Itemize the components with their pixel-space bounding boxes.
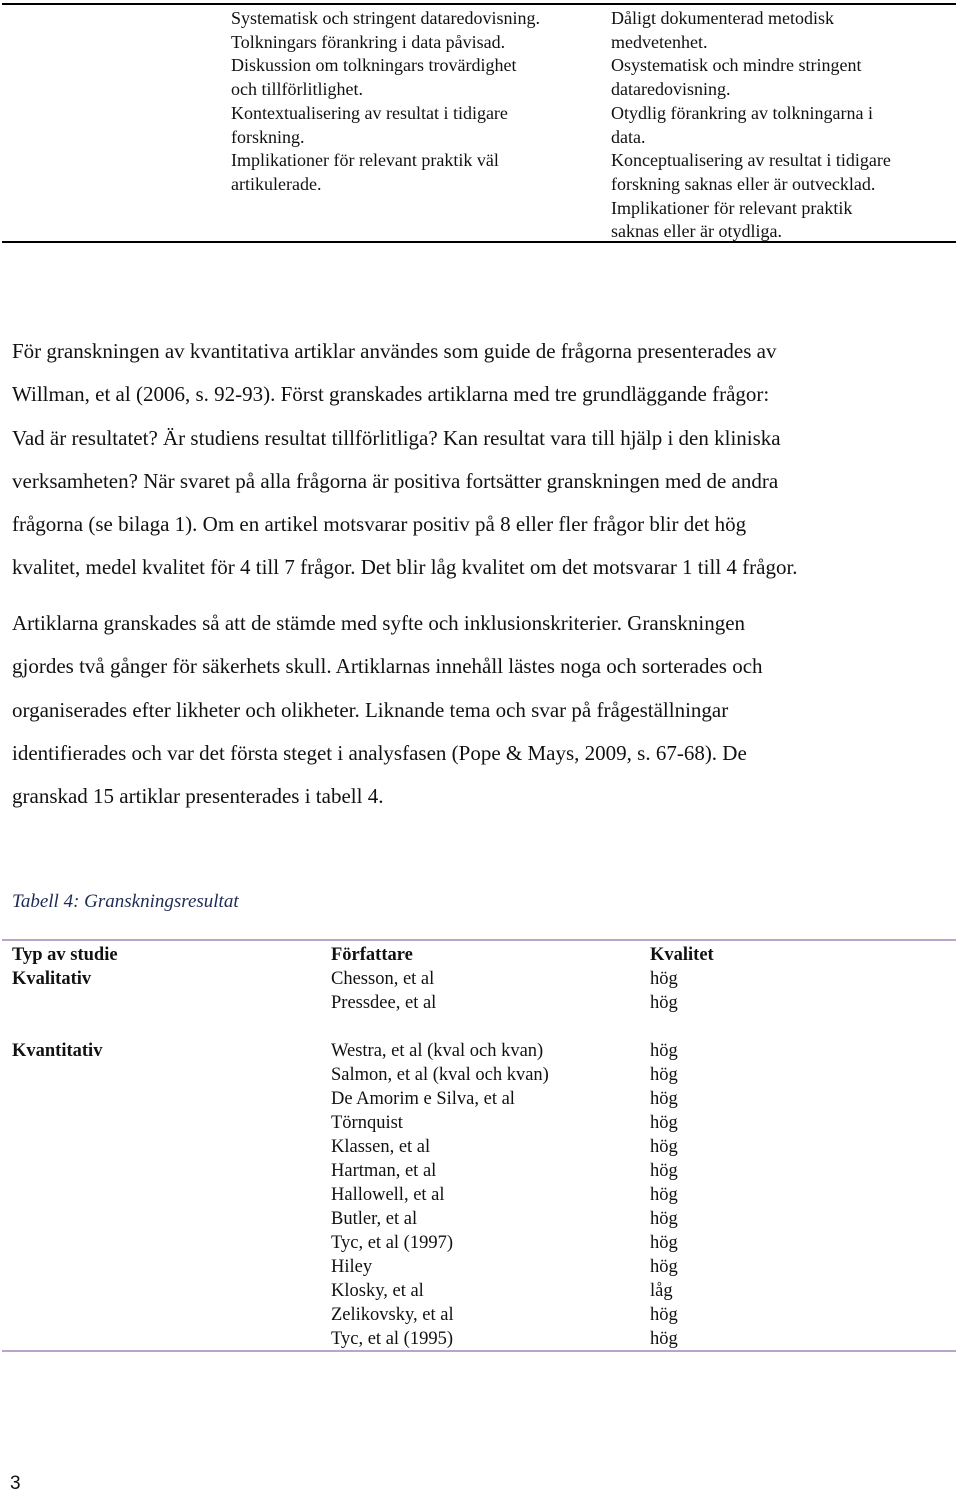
paragraph-line: Willman, et al (2006, s. 92-93). Först granskades artiklarna med tre grundläggande frågor: (12, 382, 770, 407)
study-type-cell: Kvalitativ (12, 969, 92, 989)
criteria-line: saknas eller är otydliga. (611, 221, 782, 242)
paragraph-line: Artiklarna granskades så att de stämde med syfte och inklusionskriterier. Granskningen (12, 611, 746, 635)
paragraph-line: kvalitet, medel kvalitet för 4 till 7 frågor. Det blir låg kvalitet om det motsvarar 1 till 4 frågor. (12, 555, 798, 580)
criteria-line: Kontextualisering av resultat i tidigare (231, 102, 508, 123)
paragraph-analysis (12, 602, 947, 818)
quality-cell: hög (650, 1137, 678, 1157)
results-table-top-rule (2, 939, 956, 941)
criteria-line: Tolkningars förankring i data påvisad. (231, 31, 506, 52)
author-cell: De Amorim e Silva, et al (331, 1089, 515, 1109)
author-cell: Klassen, et al (331, 1137, 431, 1157)
criteria-line: Dåligt dokumenterad metodisk (611, 8, 834, 28)
quality-cell: hög (650, 1161, 678, 1181)
quality-cell: hög (650, 1089, 678, 1109)
quality-cell: hög (650, 1329, 678, 1349)
paragraph-line: gjordes två gånger för säkerhets skull. Artiklarnas innehåll lästes noga och sorterades och (12, 654, 763, 679)
quality-cell: hög (650, 1209, 678, 1229)
author-cell: Chesson, et al (331, 969, 435, 989)
results-table-bottom-rule (2, 1350, 956, 1352)
quality-cell: hög (650, 1185, 678, 1205)
table-header-cell: Kvalitet (650, 945, 714, 965)
page-number: 3 (10, 1473, 21, 1494)
table-header-cell: Författare (331, 945, 413, 965)
author-cell: Salmon, et al (kval och kvan) (331, 1065, 549, 1085)
quality-cell: hög (650, 1305, 678, 1325)
criteria-line: medvetenhet. (611, 31, 708, 52)
criteria-table-bottom-rule (2, 241, 956, 243)
author-cell: Hartman, et al (331, 1161, 437, 1181)
criteria-line: Otydlig förankring av tolkningarna i (611, 102, 873, 123)
criteria-line: Implikationer för relevant praktik väl (231, 150, 499, 171)
table-header-cell: Typ av studie (12, 945, 118, 965)
criteria-line: artikulerade. (231, 173, 322, 194)
paragraph-line: För granskningen av kvantitativa artiklar användes som guide de frågorna presenterades av (12, 339, 777, 363)
criteria-line: Konceptualisering av resultat i tidigare (611, 150, 891, 171)
author-cell: Klosky, et al (331, 1281, 424, 1301)
paragraph-line: granskad 15 artiklar presenterades i tabell 4. (12, 784, 384, 809)
paragraph-line: Vad är resultatet? Är studiens resultat tillförlitliga? Kan resultat vara till hjälp i den kliniska (12, 425, 781, 450)
quality-cell: hög (650, 1113, 678, 1133)
criteria-line: Implikationer för relevant praktik (611, 197, 853, 218)
paragraph-line: organiserades efter likheter och olikheter. Liknande tema och svar på frågeställningar (12, 697, 729, 722)
criteria-line: dataredovisning. (611, 79, 731, 100)
quality-cell: hög (650, 1257, 678, 1277)
study-type-cell: Kvantitativ (12, 1041, 103, 1061)
criteria-table-top-rule (2, 3, 956, 5)
author-cell: Pressdee, et al (331, 993, 437, 1013)
paragraph-line: identifierades och var det första steget i analysfasen (Pope & Mays, 2009, s. 67-68). De (12, 740, 747, 765)
criteria-line: forskning. (231, 126, 305, 147)
quality-cell: hög (650, 993, 678, 1013)
table-caption: Tabell 4: Granskningsresultat (12, 891, 239, 912)
quality-cell: hög (650, 1041, 678, 1061)
criteria-line: Systematisk och stringent dataredovisning. (231, 8, 540, 28)
criteria-line: och tillförlitlighet. (231, 79, 363, 100)
author-cell: Butler, et al (331, 1209, 418, 1229)
criteria-line: Osystematisk och mindre stringent (611, 55, 862, 76)
author-cell: Zelikovsky, et al (331, 1305, 454, 1325)
criteria-line: forskning saknas eller är outvecklad. (611, 173, 876, 194)
criteria-high-quality (231, 7, 540, 197)
author-cell: Hallowell, et al (331, 1185, 445, 1205)
paragraph-quantitative-review (12, 330, 947, 590)
paragraph-line: verksamheten? När svaret på alla frågorna är positiva fortsätter granskningen med de andra (12, 468, 779, 493)
paragraph-line: frågorna (se bilaga 1). Om en artikel motsvarar positiv på 8 eller fler frågor blir det hög (12, 512, 747, 537)
quality-cell: hög (650, 1233, 678, 1253)
author-cell: Tyc, et al (1997) (331, 1233, 453, 1253)
criteria-low-quality (611, 7, 891, 244)
author-cell: Hiley (331, 1257, 373, 1277)
quality-cell: hög (650, 1065, 678, 1085)
criteria-line: Diskussion om tolkningars trovärdighet (231, 55, 517, 76)
author-cell: Westra, et al (kval och kvan) (331, 1041, 544, 1061)
quality-cell: låg (650, 1281, 673, 1301)
quality-cell: hög (650, 969, 678, 989)
author-cell: Tyc, et al (1995) (331, 1329, 453, 1349)
author-cell: Törnquist (331, 1113, 403, 1133)
criteria-line: data. (611, 126, 646, 147)
